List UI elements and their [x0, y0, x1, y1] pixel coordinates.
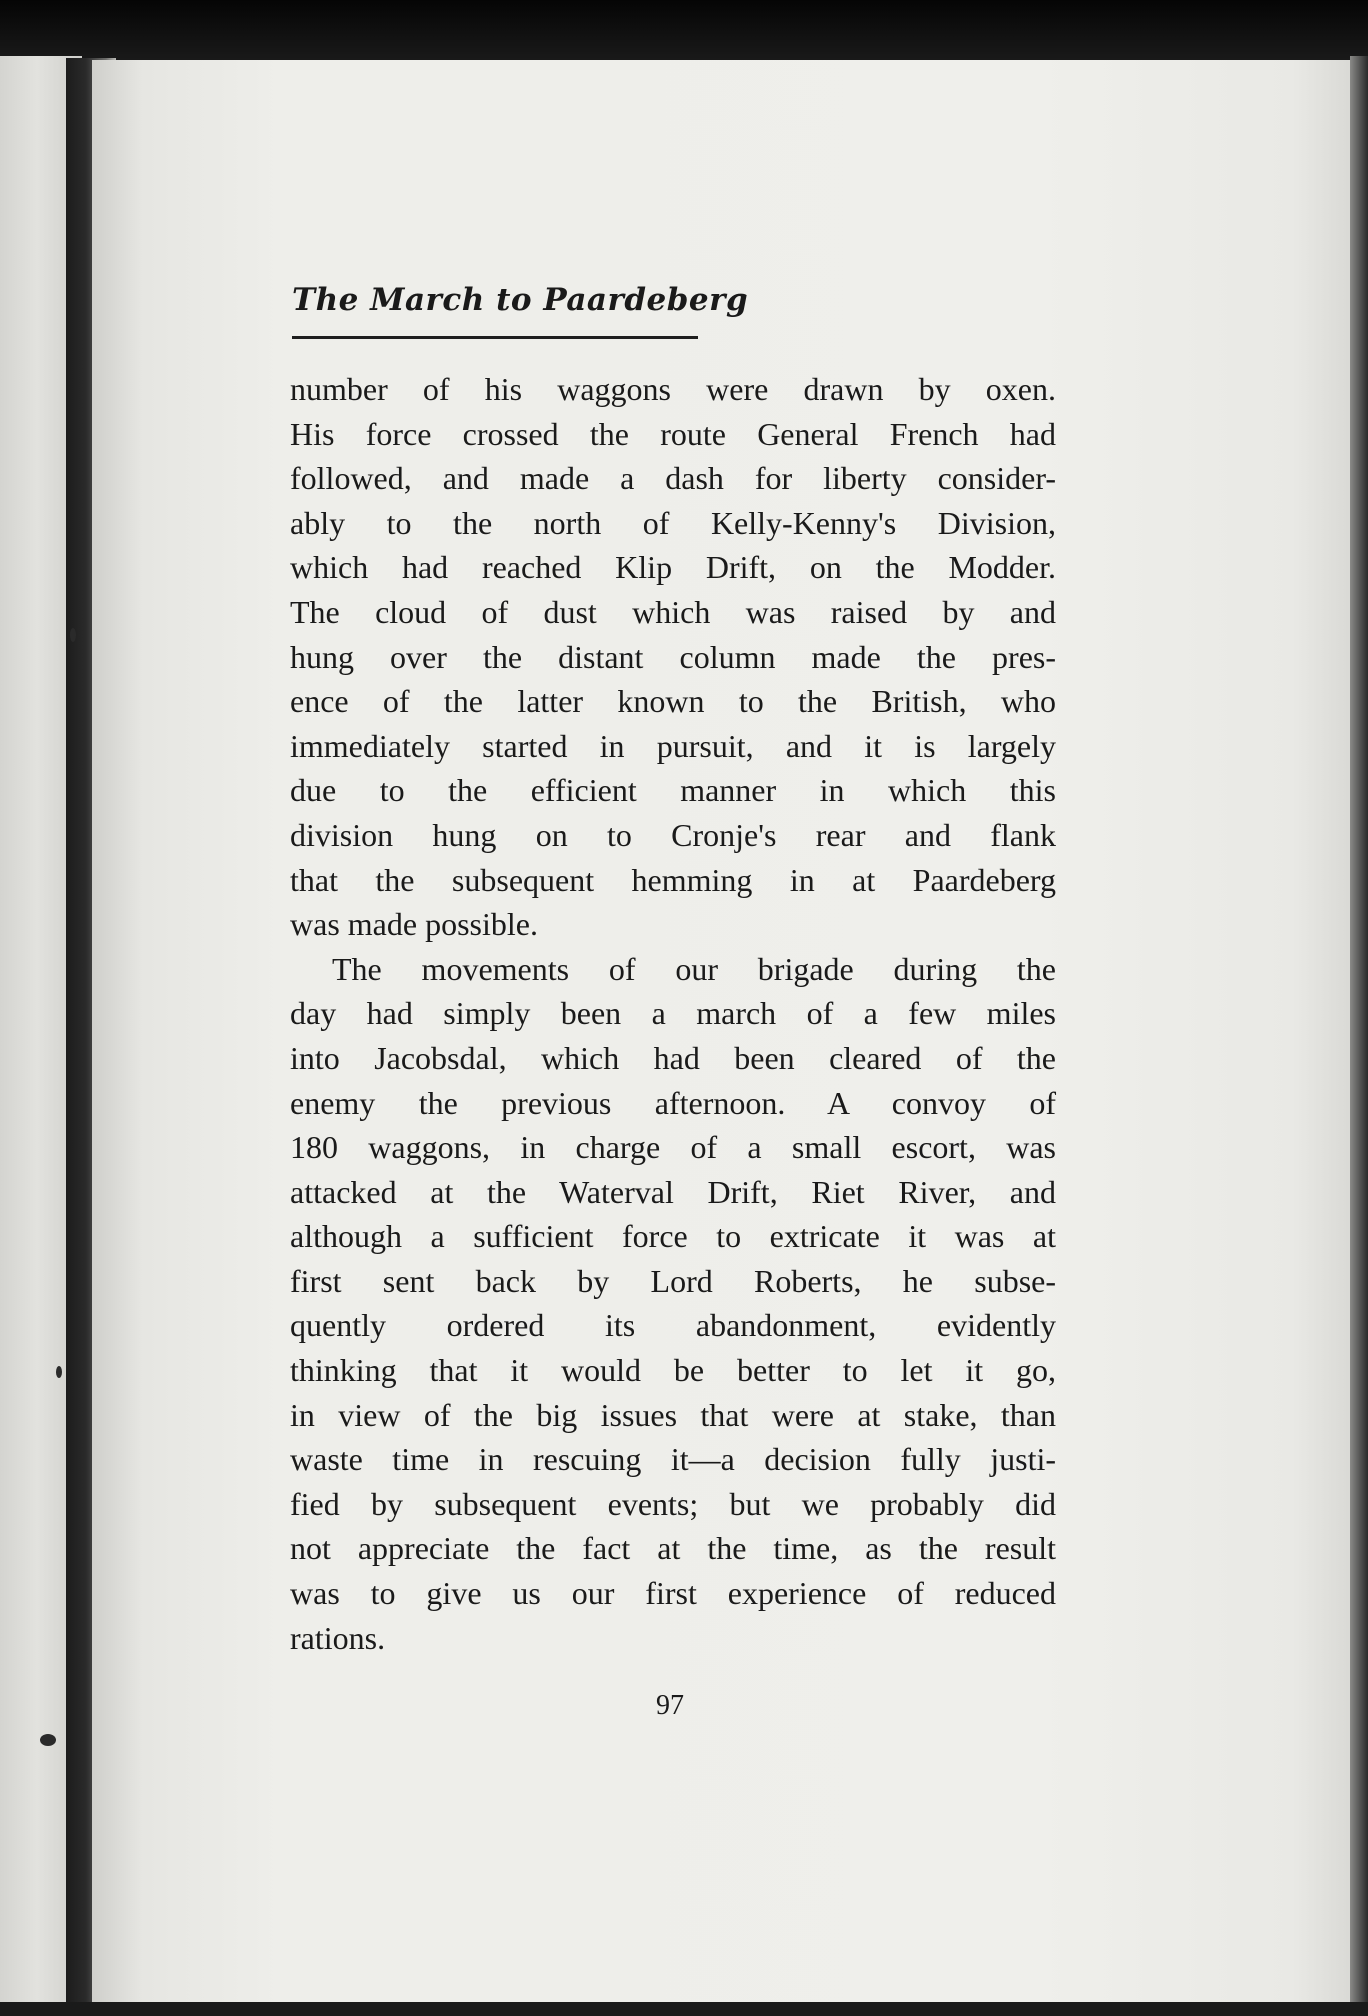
text-line: was made possible.: [290, 906, 538, 943]
text-line: that the subsequent hemming in at Paardeberg: [290, 861, 1056, 898]
margin-speck: [40, 1734, 56, 1746]
page-number: 97: [656, 1690, 684, 1721]
margin-speck: [56, 1366, 62, 1378]
running-head-rule: [292, 336, 698, 339]
text-line: into Jacobsdal, which had been cleared of the: [290, 1039, 1056, 1076]
text-line: The cloud of dust which was raised by and: [290, 593, 1056, 630]
text-line: attacked at the Waterval Drift, Riet River, and: [290, 1173, 1056, 1210]
paragraph-1: [290, 367, 1056, 947]
scanner-bottom-shadow: [0, 2002, 1368, 2016]
paragraph-2: [290, 947, 1056, 1661]
text-line: thinking that it would be better to let it go,: [290, 1352, 1056, 1389]
text-line: not appreciate the fact at the time, as the result: [290, 1530, 1056, 1567]
text-line: was to give us our first experience of reduced: [290, 1575, 1056, 1612]
text-line: enemy the previous afternoon. A convoy of: [290, 1084, 1056, 1121]
text-line: quently ordered its abandonment, evidently: [290, 1307, 1056, 1344]
body-text: [290, 367, 1056, 1660]
text-line: division hung on to Cronje's rear and flank: [290, 816, 1056, 853]
text-line: day had simply been a march of a few miles: [290, 995, 1056, 1032]
margin-speck: [70, 628, 76, 642]
text-line: due to the efficient manner in which this: [290, 772, 1056, 809]
page-right-edge: [1350, 56, 1368, 2016]
text-line: immediately started in pursuit, and it is largely: [290, 727, 1056, 764]
text-line: which had reached Klip Drift, on the Modder.: [290, 549, 1056, 586]
text-line: fied by subsequent events; but we probably did: [290, 1485, 1056, 1522]
text-line: waste time in rescuing it—a decision fully justi-: [290, 1441, 1056, 1478]
text-line: 180 waggons, in charge of a small escort, was: [290, 1129, 1056, 1166]
text-line: The movements of our brigade during the: [332, 950, 1056, 987]
text-line: although a sufficient force to extricate it was at: [290, 1218, 1056, 1255]
text-line: ably to the north of Kelly-Kenny's Division,: [290, 504, 1056, 541]
text-line: first sent back by Lord Roberts, he subse-: [290, 1262, 1056, 1299]
text-line: in view of the big issues that were at stake, than: [290, 1396, 1056, 1433]
running-head: The March to Paardeberg: [292, 282, 749, 318]
text-line: His force crossed the route General French had: [290, 415, 1056, 452]
text-line: rations.: [290, 1619, 386, 1656]
text-line: hung over the distant column made the pres-: [290, 638, 1056, 675]
text-line: ence of the latter known to the British, who: [290, 683, 1056, 720]
text-line: followed, and made a dash for liberty consider-: [290, 460, 1056, 497]
scanner-top-shadow: [0, 0, 1368, 62]
text-line: number of his waggons were drawn by oxen.: [290, 371, 1056, 407]
